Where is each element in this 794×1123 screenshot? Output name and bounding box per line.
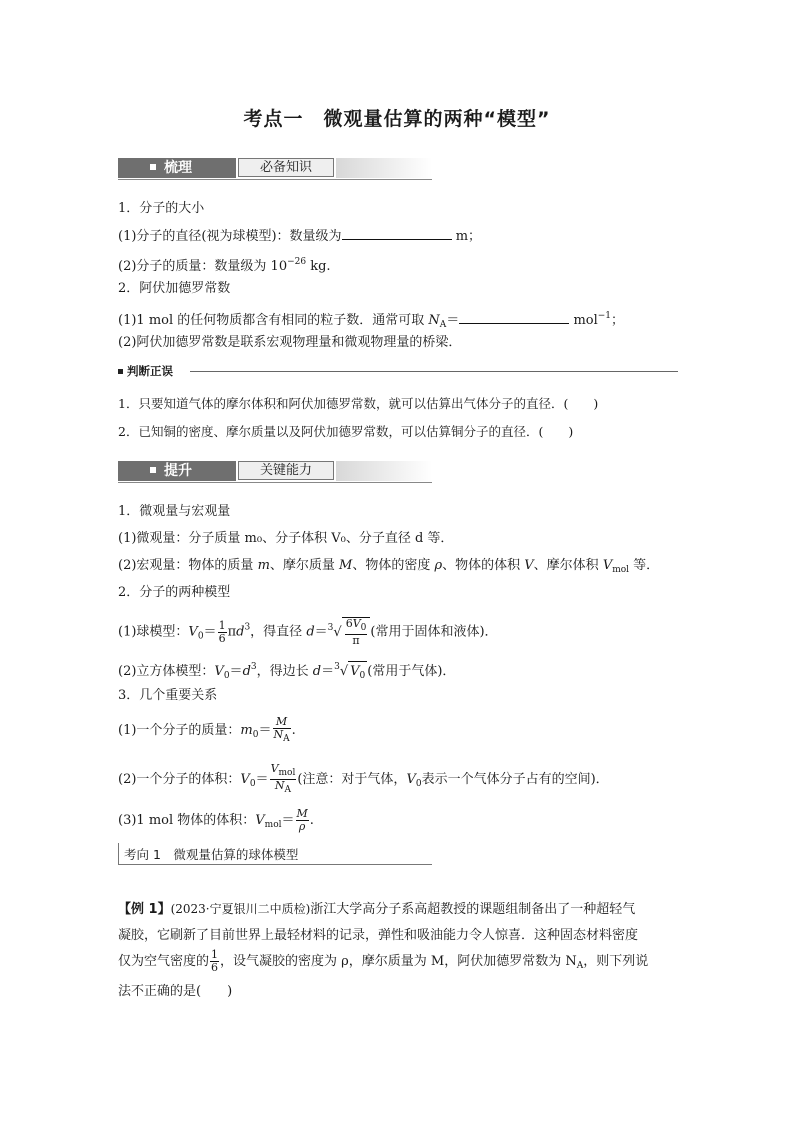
judge-question-2: 2．已知铜的密度、摩尔质量以及阿伏加德罗常数，可以估算铜分子的直径．( ) xyxy=(118,424,574,439)
heading-molecule-size: 1．分子的大小 xyxy=(118,201,205,216)
line-mass: (2)分子的质量：数量级为 $10^{-26}$ kg. xyxy=(118,257,331,274)
heading-two-models: 2．分子的两种模型 xyxy=(118,585,231,600)
square-bullet-icon xyxy=(150,164,156,170)
line-molecule-volume: (2)一个分子的体积：$V_0=$ $\frac{V_{mol}}{N_A}$ (注意：对于气体，$V_0$表示一个气体分子占有的空间)． xyxy=(118,762,609,795)
heading-avogadro: 2．阿伏加德罗常数 xyxy=(118,281,231,296)
line-micro-quantities: (1)微观量：分子质量 m₀、分子体积 V₀、分子直径 d 等． xyxy=(118,531,454,546)
line-cube-model: (2)立方体模型：$V_0=d^3$，得边长 d＝$^3$√ $V_0$ (常用于气体)． xyxy=(118,657,455,686)
line-molar-volume: (3)1 mol 物体的体积：$V_{mol}=$ $\frac{M}{\rho}$ . xyxy=(118,807,314,833)
fraction: $\frac{1}{6}$ xyxy=(211,948,219,974)
fraction: $\frac{M}{N_A}$ xyxy=(273,715,290,744)
example-tag: 【例 1】 xyxy=(118,902,171,917)
judge-question-1: 1．只要知道气体的摩尔体积和阿伏加德罗常数，就可以估算出气体分子的直径．( ) xyxy=(118,396,599,411)
page-title: 考点一 微观量估算的两种“模型” xyxy=(243,108,551,130)
line-macro-quantities: (2)宏观量：物体的质量 m、摩尔质量 M、物体的密度 ρ、物体的体积 V、摩尔体积 $V_{mol}$ 等． xyxy=(118,558,660,575)
fill-blank-2 xyxy=(459,309,569,324)
example-1: 【例 1】(2023·宁夏银川二中质检)浙江大学高分子系高超教授的课题组制备出了一种超轻气 凝胶，它刷新了目前世界上最轻材料的记录，弹性和吸油能力令人惊喜．这种固态材料密度 仅为空气密度的 $\frac{1}{6}$ ，设气凝胶的密度为 ρ，摩尔质量为 M，阿伏加德罗常数为 $N_A$，则下列说 法不正确的是( ) xyxy=(118,902,649,999)
line-molecule-mass: (1)一个分子的质量：$m_0=$ $\frac{M}{N_A}$ . xyxy=(118,715,296,744)
line-ball-model: (1)球模型：$V_0=$ $\frac{1}{6}$ $\pi d^3$，得直径 d＝$^3$√ $\frac{6V_0}{\pi}$ (常用于固体和液体)． xyxy=(118,617,498,647)
banner-sub-label: 必备知识 xyxy=(238,158,334,177)
square-bullet-icon xyxy=(118,369,123,374)
banner-main-label: 提升 xyxy=(164,463,192,479)
section-banner-improve xyxy=(118,458,432,483)
kaoxiang-header: 考向 1 微观量估算的球体模型 xyxy=(118,843,432,865)
line-diameter: (1)分子的直径(视为球模型)：数量级为 m； xyxy=(118,225,481,247)
fraction: $\frac{M}{\rho}$ xyxy=(296,807,308,833)
square-bullet-icon xyxy=(150,467,156,473)
line-avogadro-bridge: (2)阿伏加德罗常数是联系宏观物理量和微观物理量的桥梁． xyxy=(118,335,462,350)
fraction: $\frac{V_{mol}}{N_A}$ xyxy=(270,762,296,795)
heading-relations: 3．几个重要关系 xyxy=(118,688,218,703)
cube-root: $^3$√ $\frac{6V_0}{\pi}$ xyxy=(328,617,371,647)
judge-header: 判断正误 xyxy=(118,363,678,379)
heading-micro-macro: 1．微观量与宏观量 xyxy=(118,504,231,519)
cube-root: $^3$√ $V_0$ xyxy=(334,657,367,686)
fraction: $\frac{1}{6}$ xyxy=(218,618,226,645)
banner-sub-label: 关键能力 xyxy=(238,461,334,480)
line-avogadro-value: (1)1 mol 的任何物质都含有相同的粒子数．通常可取 $N_A= mol^{-1}$； xyxy=(118,311,625,330)
fill-blank-1 xyxy=(342,225,452,240)
section-banner-review xyxy=(118,155,432,180)
banner-main-label: 梳理 xyxy=(164,160,192,176)
example-source: (2023·宁夏银川二中质检) xyxy=(170,902,311,916)
